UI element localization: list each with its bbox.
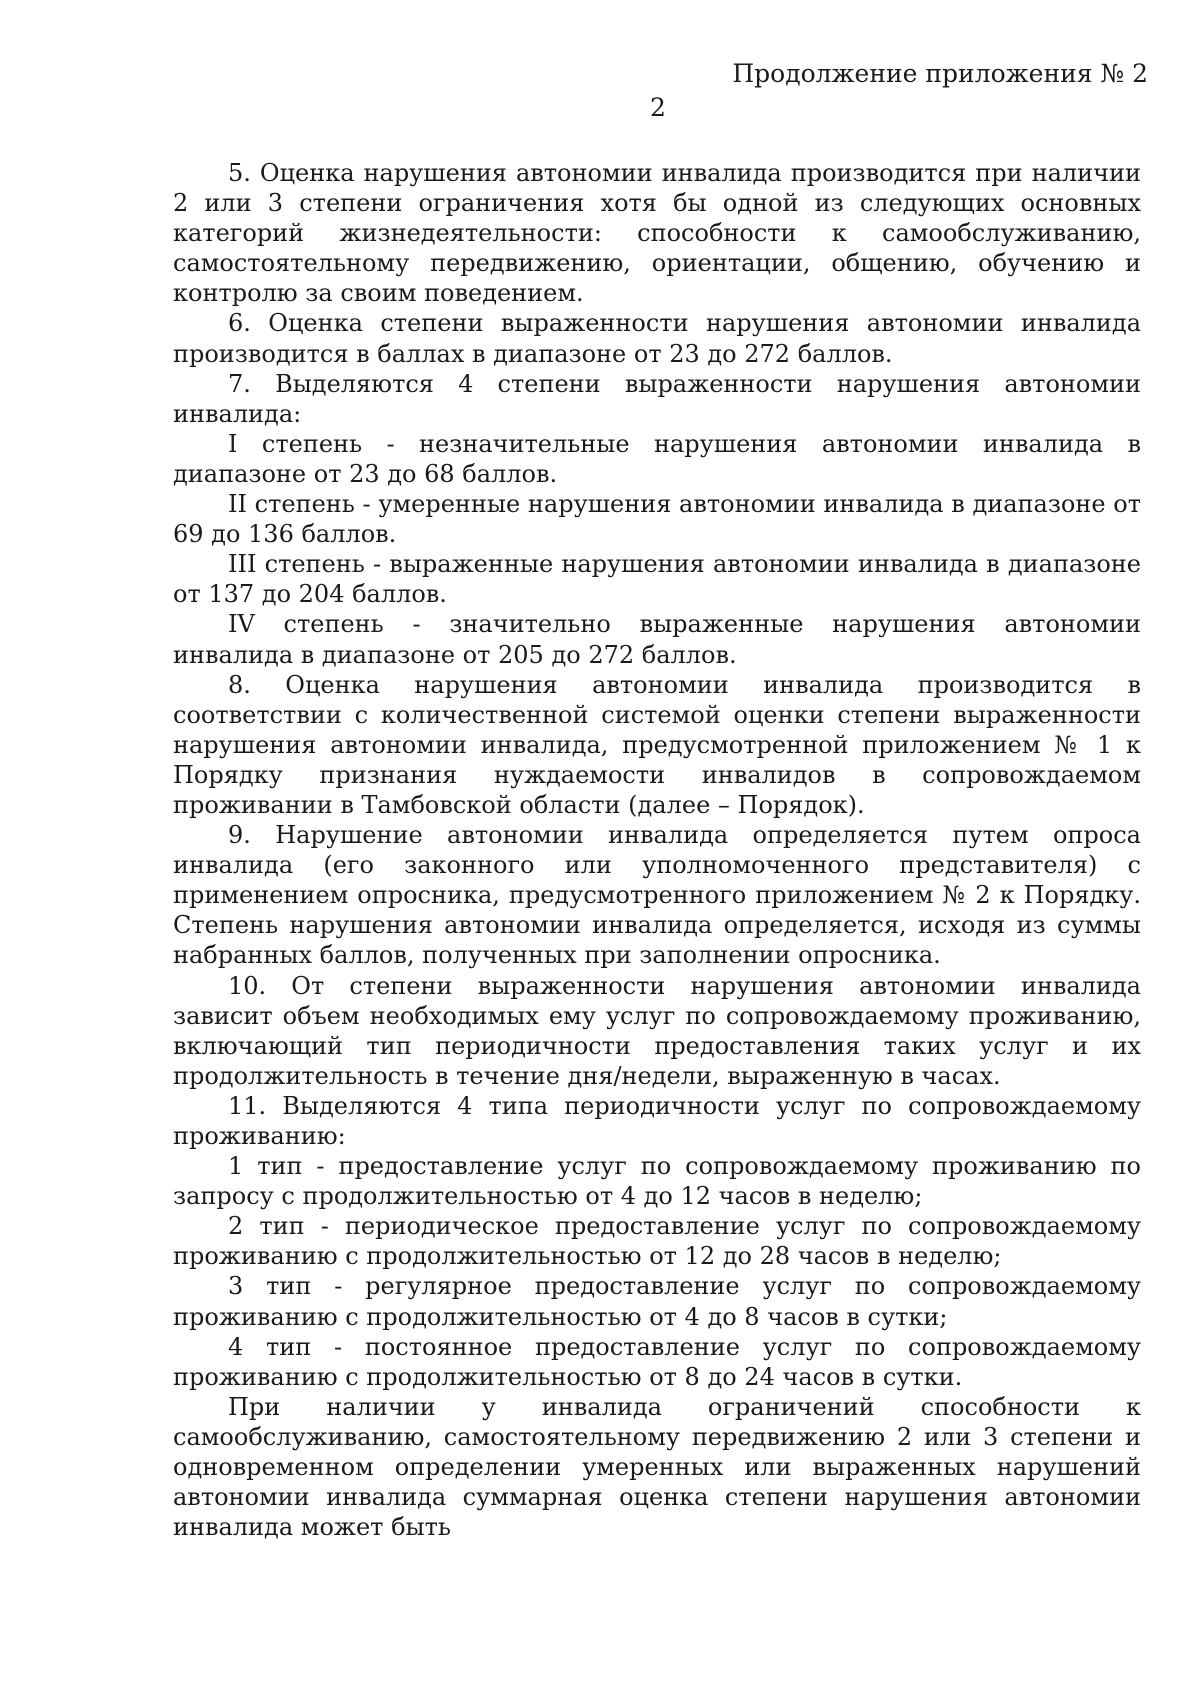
periodicity-type-3-item: 3 тип - регулярное предоставление услуг по сопровождаемому проживанию с продолжительностью от 4 до 8 часов в сутки; [173,1272,1141,1331]
paragraph-7: 7. Выделяются 4 степени выраженности нарушения автономии инвалида: [173,369,1141,428]
document-body [173,158,1141,1542]
paragraph-11: 11. Выделяются 4 типа периодичности услуг по сопровождаемому проживанию: [173,1091,1141,1150]
paragraph-9: 9. Нарушение автономии инвалида определяется путем опроса инвалида (его законного или уполномоченного представителя) с применением опросника, предусмотренного приложением № 2 к Порядку. Степень нарушения автономии инвалида определяется, исходя из суммы набранных баллов, полученных при заполнении опросника. [173,821,1141,970]
closing-paragraph: При наличии у инвалида ограничений способности к самообслуживанию, самостоятельному передвижению 2 или 3 степени и одновременном определении умеренных или выраженных нарушений автономии инвалида суммарная оценка степени нарушения автономии инвалида может быть [173,1392,1141,1542]
degree-2-item: II степень - умеренные нарушения автономии инвалида в диапазоне от 69 до 136 баллов. [173,490,1141,549]
periodicity-type-4-item: 4 тип - постоянное предоставление услуг по сопровождаемому проживанию с продолжительностью от 8 до 24 часов в сутки. [173,1332,1141,1391]
paragraph-5: 5. Оценка нарушения автономии инвалида производится при наличии 2 или 3 степени ограничения хотя бы одной из следующих основных категорий жизнедеятельности: способности к самообслуживанию, самостоятельному передвижению, ориентации, общению, обучению и контролю за своим поведением. [173,159,1141,308]
paragraph-10: 10. От степени выраженности нарушения автономии инвалида зависит объем необходимых ему услуг по сопровождаемому проживанию, включающий тип периодичности предоставления таких услуг и их продолжительность в течение дня/недели, выраженную в часах. [173,971,1141,1090]
degree-1-item: I степень - незначительные нарушения автономии инвалида в диапазоне от 23 до 68 баллов. [173,429,1141,488]
periodicity-type-2-item: 2 тип - периодическое предоставление услуг по сопровождаемому проживанию с продолжительностью от 12 до 28 часов в неделю; [173,1212,1141,1271]
paragraph-8: 8. Оценка нарушения автономии инвалида производится в соответствии с количественной системой оценки степени выраженности нарушения автономии инвалида, предусмотренной приложением № 1 к Порядку признания нуждаемости инвалидов в сопровождаемом проживании в Тамбовской области (далее – Порядок). [173,670,1141,819]
degree-3-item: III степень - выраженные нарушения автономии инвалида в диапазоне от 137 до 204 баллов. [173,550,1141,609]
degree-4-item: IV степень - значительно выраженные нарушения автономии инвалида в диапазоне от 205 до 272 баллов. [173,610,1141,669]
page-number: 2 [650,93,666,122]
appendix-continuation-header: Продолжение приложения № 2 [732,59,1148,88]
periodicity-type-1-item: 1 тип - предоставление услуг по сопровождаемому проживанию по запросу с продолжительностью от 4 до 12 часов в неделю; [173,1152,1141,1211]
paragraph-6: 6. Оценка степени выраженности нарушения автономии инвалида производится в баллах в диапазоне от 23 до 272 баллов. [173,309,1141,368]
